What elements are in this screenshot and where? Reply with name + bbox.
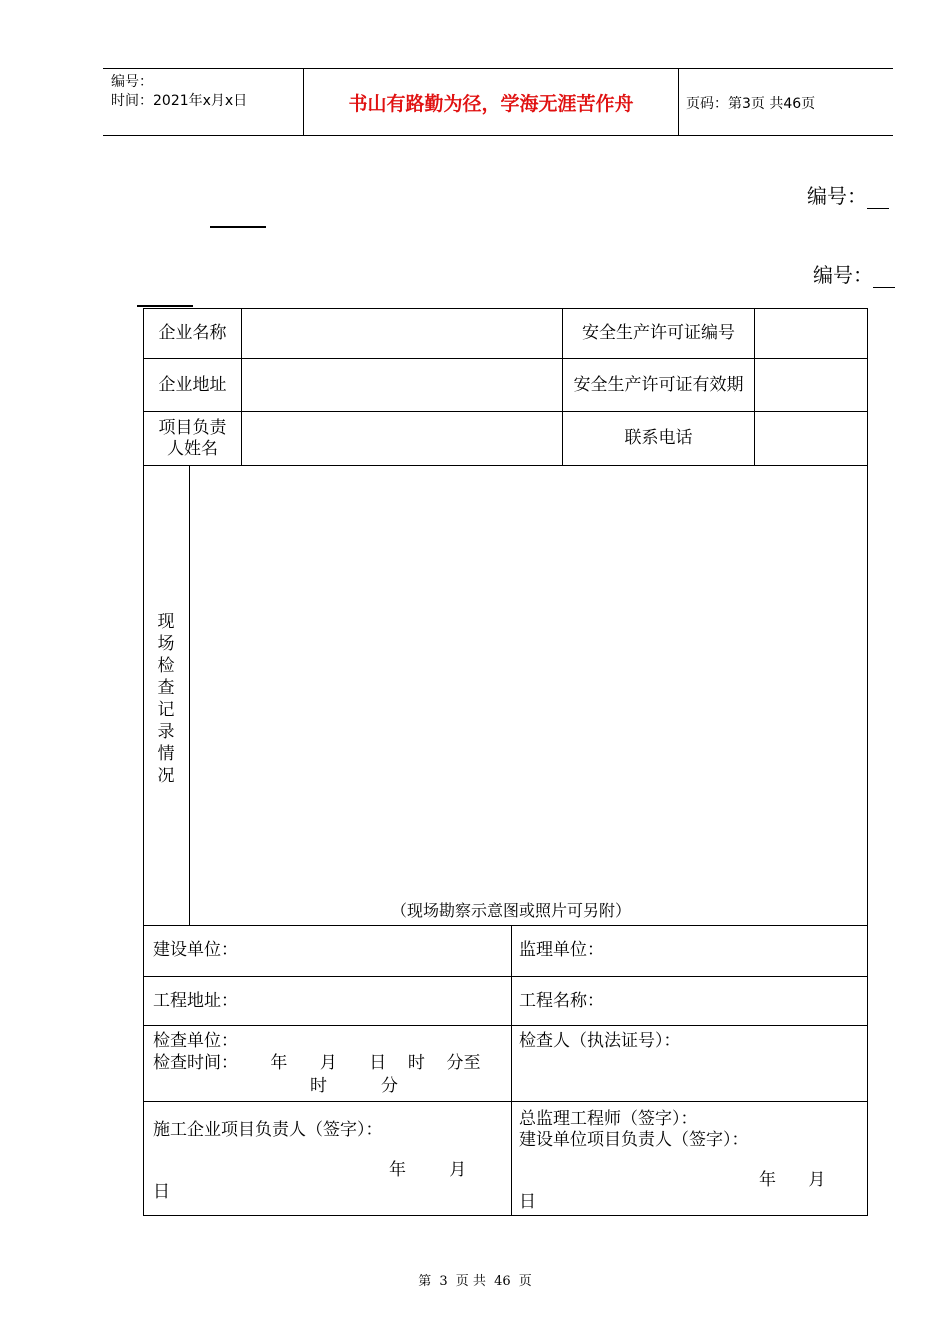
label-site-record: 现 场 检 查 记 录 情 况 xyxy=(157,612,175,786)
label-contractor-pm-signature: 施工企业项目负责人（签字）： xyxy=(153,1120,383,1140)
label-company-address: 企业地址 xyxy=(158,374,227,395)
signature-date-day-left: 日 xyxy=(153,1182,170,1202)
site-record-area[interactable] xyxy=(190,466,867,925)
page-footer xyxy=(0,1270,950,1289)
license-validity-field[interactable] xyxy=(755,359,867,411)
company-name-field[interactable] xyxy=(242,309,562,358)
label-inspector: 检查人（执法证号）： xyxy=(519,1031,681,1051)
label-company-name: 企业名称 xyxy=(158,323,227,343)
inspection-form xyxy=(143,308,868,1216)
grid-line xyxy=(144,925,867,926)
company-address-field[interactable] xyxy=(242,359,562,411)
header-motto: 书山有路勤为径，学海无涯苦作舟 xyxy=(348,92,634,115)
header-meta xyxy=(111,73,247,111)
grid-line xyxy=(144,1101,867,1102)
label-project-manager xyxy=(144,412,241,465)
label-builder: 建设单位： xyxy=(153,940,238,960)
header-time: 时间：2021年x月x日 xyxy=(111,93,248,109)
underline-rule xyxy=(210,226,266,228)
grid-line xyxy=(511,925,512,1215)
footer-mid: 页 共 xyxy=(455,1274,486,1289)
label-builder-pm-signature: 建设单位项目负责人（签字）： xyxy=(519,1130,749,1150)
label-chief-supervisor-signature: 总监理工程师（签字）： xyxy=(519,1109,698,1129)
header-page-info: 页码：第3页 共46页 xyxy=(686,96,816,112)
label-supervisor: 监理单位： xyxy=(519,940,604,960)
label-inspect-time: 检查时间： 年 月 日 时 分至 xyxy=(153,1053,481,1073)
footer-page-current: 3 xyxy=(439,1274,448,1289)
header-code-label: 编号： xyxy=(111,74,153,90)
signature-date-ym-right: 年 月 xyxy=(759,1170,826,1190)
label-license-no: 安全生产许可证编号 xyxy=(582,323,735,343)
doc-number-blank xyxy=(867,187,889,209)
doc-number-label: 编号： xyxy=(807,180,889,209)
license-no-field[interactable] xyxy=(755,309,867,358)
footer-suffix: 页 xyxy=(518,1274,532,1289)
label-project-address: 工程地址： xyxy=(153,991,238,1011)
header-divider xyxy=(678,69,679,135)
label-inspect-time-end: 时 分 xyxy=(310,1076,399,1096)
doc-number-label: 编号： xyxy=(813,259,895,288)
project-manager-field[interactable] xyxy=(242,412,562,465)
label-pm-line1: 项目负责 xyxy=(158,417,227,438)
record-note: （现场勘察示意图或照片可另附） xyxy=(391,901,632,920)
phone-field[interactable] xyxy=(755,412,867,465)
doc-number-blank xyxy=(873,266,895,288)
label-pm-line2: 人姓名 xyxy=(167,438,218,459)
label-license-validity: 安全生产许可证有效期 xyxy=(573,374,744,395)
label-project-name: 工程名称： xyxy=(519,991,604,1011)
label-inspect-unit: 检查单位： xyxy=(153,1031,238,1051)
signature-date-day-right: 日 xyxy=(519,1192,536,1212)
grid-line xyxy=(144,976,867,977)
footer-prefix: 第 xyxy=(418,1274,432,1289)
page-header xyxy=(103,68,893,136)
underline-rule xyxy=(137,305,193,307)
footer-page-total: 46 xyxy=(494,1274,511,1289)
grid-line xyxy=(144,1025,867,1026)
signature-date-ym-left: 年 月 xyxy=(389,1160,467,1180)
label-phone: 联系电话 xyxy=(624,428,693,448)
